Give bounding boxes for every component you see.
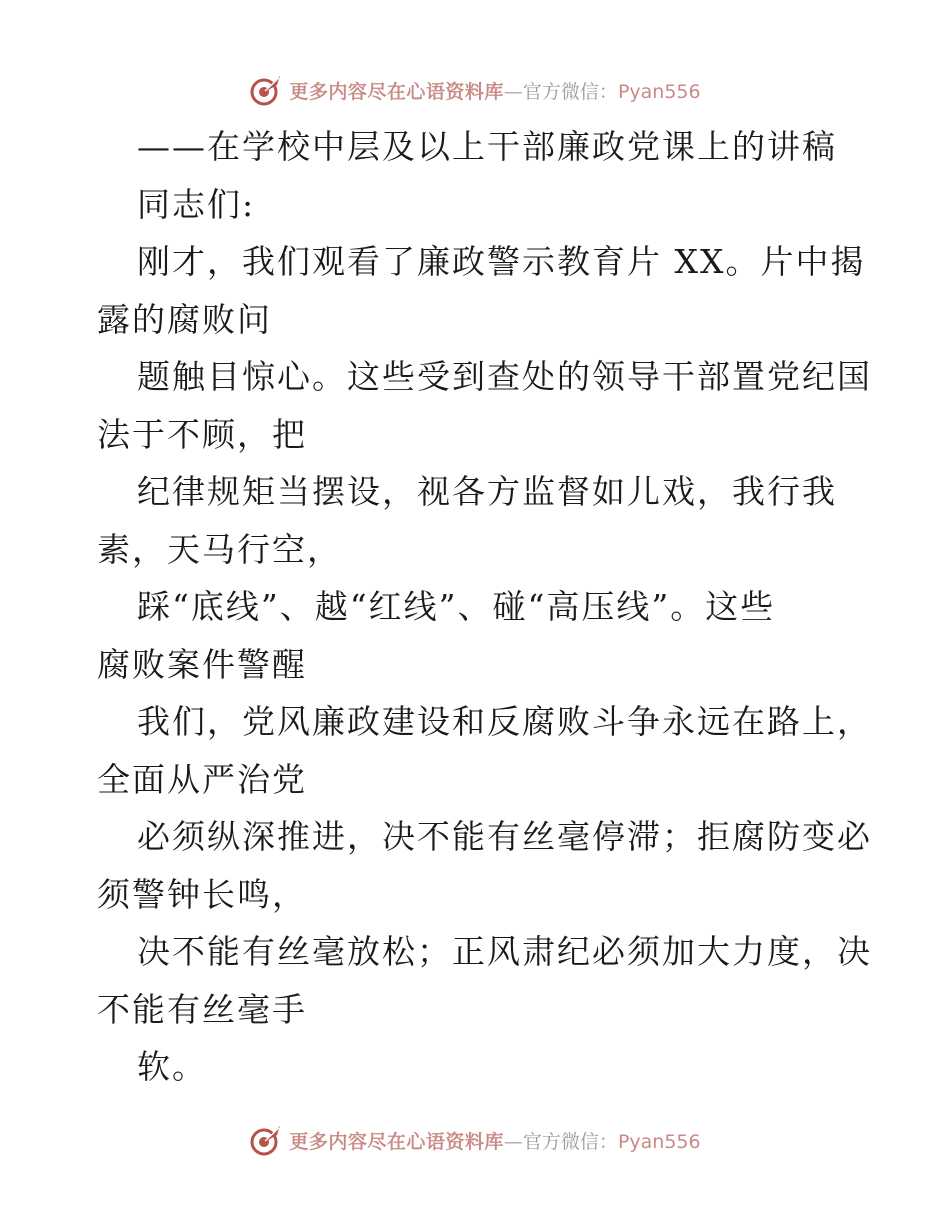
paragraph-line: 必须纵深推进，决不能有丝毫停滞；拒腐防变必 — [137, 817, 872, 856]
paragraph-line: 纪律规矩当摆设，视各方监督如儿戏，我行我 — [137, 472, 837, 511]
paragraph-line: 露的腐败问 — [97, 299, 272, 339]
quill-logo-icon — [249, 73, 283, 107]
watermark-separator: — — [503, 1130, 523, 1153]
watermark-footer — [0, 1120, 950, 1160]
paragraph-line: 法于不顾，把 — [97, 414, 307, 454]
paragraph-line: 踩“底线”、越“红线”、碰“高压线”。这些 — [137, 587, 776, 626]
paragraph-line: 全面从严治党 — [97, 759, 307, 799]
document-body — [97, 118, 872, 1096]
paragraph-line: 不能有丝毫手 — [97, 989, 307, 1029]
watermark-header — [0, 70, 950, 110]
watermark-title: 更多内容尽在心语资料库 — [289, 1130, 504, 1153]
quill-logo-icon — [249, 1123, 283, 1157]
watermark-wechat-id: Pyan556 — [617, 80, 701, 103]
subtitle-line: ——在学校中层及以上干部廉政党课上的讲稿 — [137, 127, 837, 166]
watermark-title: 更多内容尽在心语资料库 — [289, 80, 504, 103]
paragraph-line: 我们，党风廉政建设和反腐败斗争永远在路上， — [137, 702, 872, 741]
paragraph-line: 题触目惊心。这些受到查处的领导干部置党纪国 — [137, 357, 872, 396]
paragraph-line: 素，天马行空， — [97, 529, 342, 569]
salutation-line: 同志们: — [137, 184, 256, 224]
paragraph-line: 须警钟长鸣， — [97, 874, 307, 914]
paragraph-line: 决不能有丝毫放松；正风肃纪必须加大力度，决 — [137, 932, 872, 971]
watermark-official-label: 官方微信： — [522, 80, 618, 103]
paragraph-line: 软。 — [137, 1047, 207, 1086]
watermark-official-label: 官方微信： — [522, 1130, 618, 1153]
paragraph-line: 刚才，我们观看了廉政警示教育片 XX。片中揭 — [137, 242, 866, 281]
watermark-separator: — — [503, 80, 523, 103]
paragraph-line: 腐败案件警醒 — [97, 644, 307, 684]
watermark-wechat-id: Pyan556 — [617, 1130, 701, 1153]
